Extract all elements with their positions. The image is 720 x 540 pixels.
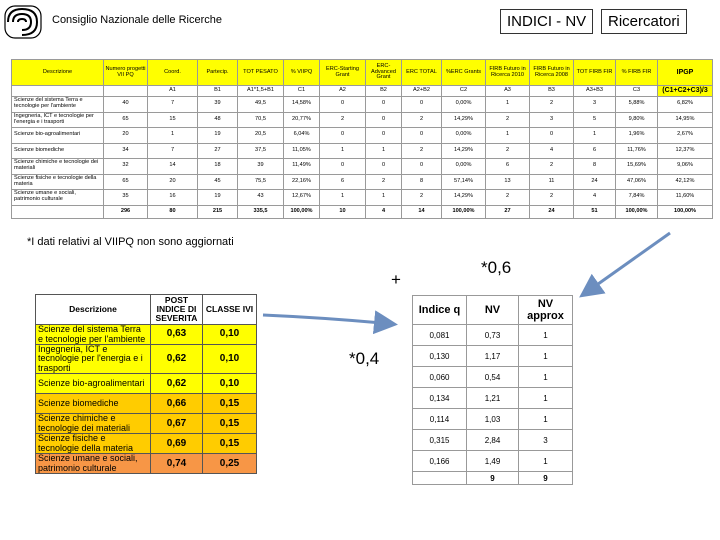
- total-cell: 27: [486, 205, 530, 218]
- table-cell: 2: [402, 190, 442, 206]
- table-cell: 43: [238, 190, 284, 206]
- table-cell: 11,49%: [284, 159, 320, 175]
- table-cell: 1: [574, 128, 616, 144]
- table-cell: 2,67%: [658, 128, 713, 144]
- table-cell: 1,03: [467, 409, 519, 430]
- table-cell: 0,67: [151, 414, 203, 434]
- row-description: Scienze del sistema Terra e tecnologie per l'ambiente: [12, 97, 104, 113]
- table-cell: 7: [148, 97, 198, 113]
- code-cell: (C1+C2+C3)/3: [658, 86, 713, 97]
- table-cell: 14,58%: [284, 97, 320, 113]
- table-cell: 6: [574, 143, 616, 159]
- header-cell: Descrizione: [36, 295, 151, 325]
- table-cell: 47,06%: [616, 174, 658, 190]
- row-description: Ingegneria, ICT e tecnologie per l'energia e i trasporti: [12, 112, 104, 128]
- table-cell: 0,62: [151, 345, 203, 374]
- header-cell: Coord.: [148, 60, 198, 86]
- table-cell: 0,166: [413, 451, 467, 472]
- table-cell: 39: [198, 97, 238, 113]
- table-cell: 3: [574, 97, 616, 113]
- total-cell: [413, 472, 467, 485]
- table-cell: 0: [366, 97, 402, 113]
- total-cell: 215: [198, 205, 238, 218]
- table-cell: 1: [148, 128, 198, 144]
- row-description: Scienze umane e sociali, patrimonio culturale: [36, 454, 151, 474]
- table-row: [36, 394, 257, 414]
- table-cell: 0,00%: [442, 97, 486, 113]
- code-cell: C2: [442, 86, 486, 97]
- table-cell: 6: [320, 174, 366, 190]
- code-cell: C3: [616, 86, 658, 97]
- table-cell: 0: [320, 128, 366, 144]
- table-cell: 32: [104, 159, 148, 175]
- header-cell: TOT FIRB FIR: [574, 60, 616, 86]
- row-description: Scienze chimiche e tecnologie dei materiali: [12, 159, 104, 175]
- table-cell: 0: [320, 159, 366, 175]
- table-cell: 0,54: [467, 367, 519, 388]
- table-cell: 20: [104, 128, 148, 144]
- table-cell: 70,5: [238, 112, 284, 128]
- table-cell: 22,16%: [284, 174, 320, 190]
- table-row: [36, 414, 257, 434]
- table-cell: 1,21: [467, 388, 519, 409]
- code-cell: A3: [486, 86, 530, 97]
- table-cell: 40: [104, 97, 148, 113]
- table-cell: 0,315: [413, 430, 467, 451]
- total-cell: 51: [574, 205, 616, 218]
- table-cell: 12,67%: [284, 190, 320, 206]
- table-cell: 1: [519, 388, 573, 409]
- total-cell: 100,00%: [616, 205, 658, 218]
- table-cell: 0: [530, 128, 574, 144]
- table-cell: 0: [320, 97, 366, 113]
- table-cell: 0,74: [151, 454, 203, 474]
- table-cell: 12,37%: [658, 143, 713, 159]
- table-cell: 2: [486, 112, 530, 128]
- table-cell: 1: [366, 190, 402, 206]
- total-cell: 100,00%: [284, 205, 320, 218]
- table-cell: 20: [148, 174, 198, 190]
- table-cell: 0,10: [203, 374, 257, 394]
- table-cell: 75,5: [238, 174, 284, 190]
- table-cell: 11,05%: [284, 143, 320, 159]
- table-cell: 57,14%: [442, 174, 486, 190]
- header-cell: ERC-Starting Grant: [320, 60, 366, 86]
- table-cell: 0,060: [413, 367, 467, 388]
- table-cell: 4: [574, 190, 616, 206]
- table-cell: 7: [148, 143, 198, 159]
- table-cell: 3: [519, 430, 573, 451]
- table-cell: 2: [530, 97, 574, 113]
- table-cell: 9,80%: [616, 112, 658, 128]
- table-cell: 14,95%: [658, 112, 713, 128]
- table-cell: 0,10: [203, 345, 257, 374]
- nv-table: [412, 295, 573, 485]
- table-cell: 9,06%: [658, 159, 713, 175]
- table-cell: 4: [530, 143, 574, 159]
- table-cell: 16: [148, 190, 198, 206]
- table-cell: 2: [402, 112, 442, 128]
- code-cell: B2: [366, 86, 402, 97]
- code-cell: A1: [148, 86, 198, 97]
- table-cell: 0,15: [203, 394, 257, 414]
- row-description: Scienze chimiche e tecnologie dei materiali: [36, 414, 151, 434]
- total-cell: 9: [467, 472, 519, 485]
- header-cell: Descrizione: [12, 60, 104, 86]
- row-description: Scienze bio-agroalimentari: [36, 374, 151, 394]
- org-name: Consiglio Nazionale delle Ricerche: [52, 14, 222, 26]
- header-cell: FIRB Futuro in Ricerca 2010: [486, 60, 530, 86]
- total-cell: 14: [402, 205, 442, 218]
- table-cell: 1,49: [467, 451, 519, 472]
- table-cell: 1,96%: [616, 128, 658, 144]
- total-cell: 296: [104, 205, 148, 218]
- table-cell: 5,88%: [616, 97, 658, 113]
- header-cell: % VIIPQ: [284, 60, 320, 86]
- table-cell: 2,84: [467, 430, 519, 451]
- table-cell: 0,134: [413, 388, 467, 409]
- row-description: Scienze fisiche e tecnologie della materia: [36, 434, 151, 454]
- table-cell: 0: [402, 97, 442, 113]
- table-row: [413, 388, 573, 409]
- table-cell: 2: [486, 190, 530, 206]
- table-row: [36, 434, 257, 454]
- severity-table: [35, 294, 257, 474]
- header-cell: IPGP: [658, 60, 713, 86]
- table-cell: 8: [402, 174, 442, 190]
- table-cell: 1: [320, 190, 366, 206]
- row-description: Scienze umane e sociali, patrimonio culturale: [12, 190, 104, 206]
- table-cell: 2: [486, 143, 530, 159]
- table-row: [413, 430, 573, 451]
- table-cell: 6: [486, 159, 530, 175]
- total-cell: 335,5: [238, 205, 284, 218]
- row-description: Scienze biomediche: [12, 143, 104, 159]
- table-cell: 1: [519, 367, 573, 388]
- table-cell: 13: [486, 174, 530, 190]
- table-cell: 7,84%: [616, 190, 658, 206]
- table-cell: 27: [198, 143, 238, 159]
- table-cell: 0,15: [203, 434, 257, 454]
- header-cell: NV approx: [519, 296, 573, 325]
- table-cell: 24: [574, 174, 616, 190]
- table-row: [36, 325, 257, 345]
- table-row: [413, 451, 573, 472]
- table-cell: 0: [366, 128, 402, 144]
- table-cell: 0: [366, 159, 402, 175]
- plus-sign: +: [391, 270, 401, 289]
- table-cell: 0,00%: [442, 159, 486, 175]
- arrow-right: [263, 315, 392, 324]
- row-description: Scienze bio-agroalimentari: [12, 128, 104, 144]
- total-cell: 10: [320, 205, 366, 218]
- header-cell: ERC TOTAL: [402, 60, 442, 86]
- total-cell: 24: [530, 205, 574, 218]
- multiplier-04: *0,4: [349, 349, 380, 368]
- table-cell: 0: [366, 112, 402, 128]
- table-cell: 1: [366, 143, 402, 159]
- code-cell: C1: [284, 86, 320, 97]
- indici-nv-button[interactable]: INDICI - NV: [500, 9, 593, 34]
- table-cell: 0,62: [151, 374, 203, 394]
- header-cell: Numero progetti VII PQ: [104, 60, 148, 86]
- code-cell: B1: [198, 86, 238, 97]
- table-cell: 14,29%: [442, 112, 486, 128]
- row-description: Scienze fisiche e tecnologie della materia: [12, 174, 104, 190]
- table-row: [36, 374, 257, 394]
- code-cell: B3: [530, 86, 574, 97]
- table-cell: 1: [519, 409, 573, 430]
- table-cell: 19: [198, 128, 238, 144]
- table-cell: 35: [104, 190, 148, 206]
- table-cell: 0,66: [151, 394, 203, 414]
- total-cell: 80: [148, 205, 198, 218]
- table-cell: 37,5: [238, 143, 284, 159]
- table-cell: 49,5: [238, 97, 284, 113]
- table-cell: 14,29%: [442, 190, 486, 206]
- table-cell: 34: [104, 143, 148, 159]
- row-description: Scienze biomediche: [36, 394, 151, 414]
- table-cell: 0,15: [203, 414, 257, 434]
- row-description: Scienze del sistema Terra e tecnologie per l'ambiente: [36, 325, 151, 345]
- table-row: [413, 409, 573, 430]
- table-cell: 6,82%: [658, 97, 713, 113]
- table-cell: 2: [366, 174, 402, 190]
- total-cell: 9: [519, 472, 573, 485]
- table-cell: 14,29%: [442, 143, 486, 159]
- table-cell: 2: [320, 112, 366, 128]
- header-row: [413, 296, 573, 325]
- table-cell: 6,04%: [284, 128, 320, 144]
- total-cell: 100,00%: [658, 205, 713, 218]
- table-row: [36, 454, 257, 474]
- table-cell: 0,25: [203, 454, 257, 474]
- table-cell: 8: [574, 159, 616, 175]
- table-cell: 0,00%: [442, 128, 486, 144]
- arrow-down-left: [584, 233, 670, 294]
- table-cell: 11,60%: [658, 190, 713, 206]
- table-cell: 11,76%: [616, 143, 658, 159]
- table-cell: 20,77%: [284, 112, 320, 128]
- table-cell: 11: [530, 174, 574, 190]
- table-cell: 0,130: [413, 346, 467, 367]
- table-cell: 18: [198, 159, 238, 175]
- table-row: [36, 345, 257, 374]
- header-cell: %ERC Grants: [442, 60, 486, 86]
- header-cell: POST INDICE DI SEVERITA: [151, 295, 203, 325]
- row-description: Ingegneria, ICT e tecnologie per l'energia e i trasporti: [36, 345, 151, 374]
- header-cell: ERC-Advanced Grant: [366, 60, 402, 86]
- table-cell: 1,17: [467, 346, 519, 367]
- table-cell: 14: [148, 159, 198, 175]
- header-cell: % FIRB FIR: [616, 60, 658, 86]
- table-row: [413, 325, 573, 346]
- table-cell: 3: [530, 112, 574, 128]
- total-cell: 100,00%: [442, 205, 486, 218]
- code-cell: A3+B3: [574, 86, 616, 97]
- code-cell: A1*1,5+B1: [238, 86, 284, 97]
- header-cell: CLASSE IVI: [203, 295, 257, 325]
- totals-row: [413, 472, 573, 485]
- footnote: *I dati relativi al VIIPQ non sono aggiornati: [27, 236, 234, 248]
- header-cell: NV: [467, 296, 519, 325]
- table-cell: 65: [104, 174, 148, 190]
- table-cell: 0,69: [151, 434, 203, 454]
- table-cell: 2: [530, 190, 574, 206]
- table-cell: 1: [519, 346, 573, 367]
- table-cell: 65: [104, 112, 148, 128]
- header-cell: TOT PESATO: [238, 60, 284, 86]
- table-row: [413, 367, 573, 388]
- table-cell: 0: [402, 128, 442, 144]
- multiplier-06: *0,6: [481, 258, 512, 277]
- table-cell: 2: [530, 159, 574, 175]
- code-cell: A2+B2: [402, 86, 442, 97]
- table-cell: 1: [486, 97, 530, 113]
- table-cell: 2: [402, 143, 442, 159]
- header-cell: Partecip.: [198, 60, 238, 86]
- table-cell: 0,73: [467, 325, 519, 346]
- table-cell: 0,10: [203, 325, 257, 345]
- header-row: [36, 295, 257, 325]
- table-cell: 15,69%: [616, 159, 658, 175]
- table-cell: 0,114: [413, 409, 467, 430]
- ricercatori-button[interactable]: Ricercatori: [601, 9, 687, 34]
- table-row: [413, 346, 573, 367]
- table-cell: 1: [519, 325, 573, 346]
- table-cell: 1: [320, 143, 366, 159]
- table-cell: 1: [519, 451, 573, 472]
- table-cell: 45: [198, 174, 238, 190]
- table-cell: 0,63: [151, 325, 203, 345]
- table-cell: 20,5: [238, 128, 284, 144]
- table-cell: 5: [574, 112, 616, 128]
- table-cell: 42,12%: [658, 174, 713, 190]
- table-cell: 39: [238, 159, 284, 175]
- header-cell: FIRB Futuro in Ricerca 2008: [530, 60, 574, 86]
- table-cell: 15: [148, 112, 198, 128]
- total-cell: 4: [366, 205, 402, 218]
- table-cell: 0,081: [413, 325, 467, 346]
- header-cell: Indice q: [413, 296, 467, 325]
- code-cell: A2: [320, 86, 366, 97]
- table-cell: 48: [198, 112, 238, 128]
- table-cell: 1: [486, 128, 530, 144]
- table-cell: 19: [198, 190, 238, 206]
- table-cell: 0: [402, 159, 442, 175]
